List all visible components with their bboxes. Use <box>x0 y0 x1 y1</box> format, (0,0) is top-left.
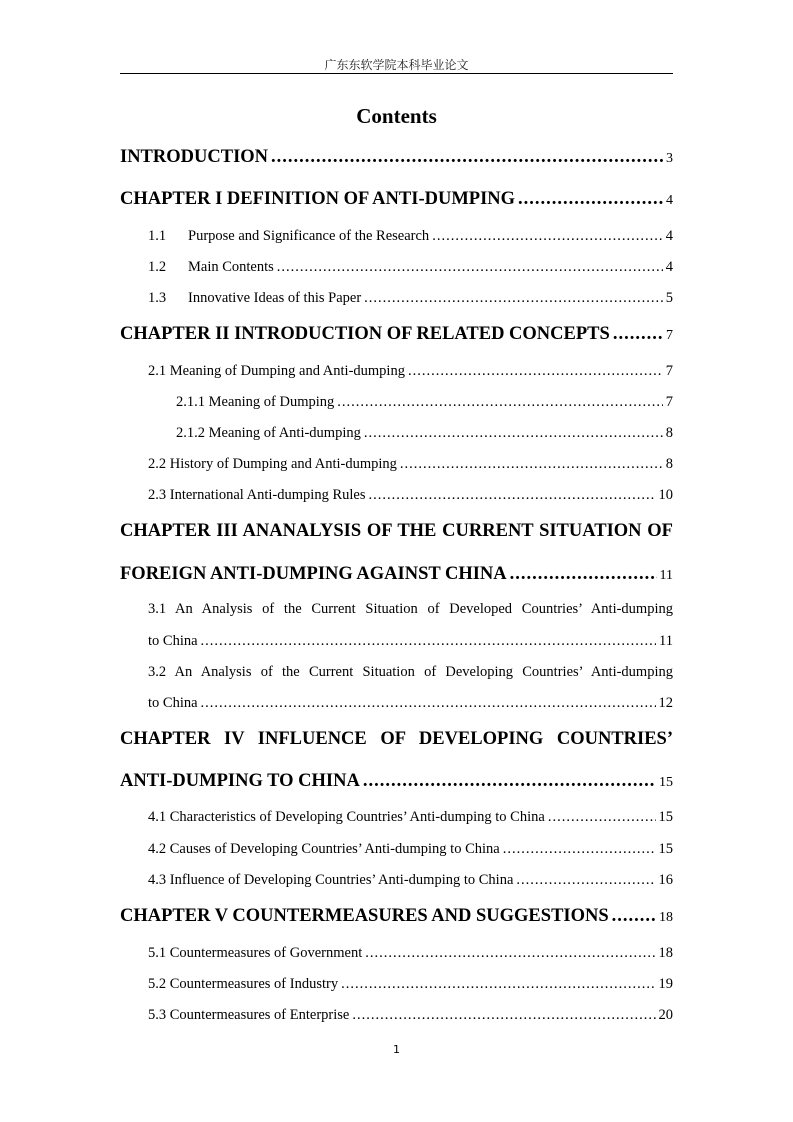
toc-page-number: 4 <box>665 259 673 275</box>
toc-label: Innovative Ideas of this Paper <box>188 290 362 306</box>
toc-label: 2.1.1 Meaning of Dumping <box>176 394 335 410</box>
toc-page-number: 19 <box>658 976 673 992</box>
toc-entry-2-1-1[interactable] <box>176 394 673 411</box>
toc-leader <box>365 945 655 962</box>
toc-entry-5-2[interactable] <box>148 976 673 993</box>
toc-entry-chapter-3[interactable] <box>120 564 673 585</box>
toc-entry-2-1[interactable] <box>148 363 673 380</box>
toc-leader <box>363 771 656 792</box>
toc-leader <box>341 976 655 993</box>
toc-leader <box>400 456 663 473</box>
toc-page-number: 4 <box>665 228 673 244</box>
toc-label: to China <box>148 633 198 649</box>
toc-entry-1-1[interactable] <box>148 228 673 245</box>
toc-page-number: 15 <box>659 775 673 790</box>
toc-label: CHAPTER II INTRODUCTION OF RELATED CONCEPTS <box>120 324 610 344</box>
toc-label: 4.2 Causes of Developing Countries’ Anti-dumping to China <box>148 841 500 857</box>
toc-label: Purpose and Significance of the Research <box>188 228 430 244</box>
toc-page-number: 11 <box>659 633 673 649</box>
toc-label: CHAPTER I DEFINITION OF ANTI-DUMPING <box>120 189 516 209</box>
toc-label: 2.1 Meaning of Dumping and Anti-dumping <box>148 363 405 379</box>
toc-entry-2-2[interactable] <box>148 456 673 473</box>
toc-entry-3-2-line-1[interactable]: 3.2 An Analysis of the Current Situation of Developing Countries’ Anti-dumping <box>148 664 673 680</box>
toc-entry-chapter-1[interactable] <box>120 189 673 210</box>
toc-page-number: 18 <box>658 945 673 961</box>
toc-leader <box>503 841 656 858</box>
toc-label: 4.3 Influence of Developing Countries’ Anti-dumping to China <box>148 872 514 888</box>
toc-leader <box>408 363 663 380</box>
toc-section-number: 1.2 <box>148 259 167 275</box>
toc-leader <box>271 147 663 168</box>
page-title: Contents <box>356 104 437 128</box>
toc-entry-4-2[interactable] <box>148 841 673 858</box>
toc-page-number: 7 <box>666 328 673 343</box>
toc-leader <box>510 564 657 585</box>
toc-page-number: 10 <box>658 487 673 503</box>
toc-label: 5.1 Countermeasures of Government <box>148 945 363 961</box>
toc-label: FOREIGN ANTI-DUMPING AGAINST CHINA <box>120 564 507 584</box>
toc-label: CHAPTER V COUNTERMEASURES AND SUGGESTIONS <box>120 906 609 926</box>
toc-label: 2.3 International Anti-dumping Rules <box>148 487 366 503</box>
running-header: 广东东软学院本科毕业论文 <box>324 58 469 72</box>
toc-entry-chapter-4[interactable] <box>120 771 673 792</box>
toc-page-number: 12 <box>658 695 673 711</box>
toc-leader <box>201 633 656 650</box>
toc-entry-1-3[interactable] <box>148 290 673 307</box>
toc-label: 5.2 Countermeasures of Industry <box>148 976 339 992</box>
toc-leader <box>337 394 662 411</box>
toc-label: INTRODUCTION <box>120 147 269 167</box>
toc-entry-chapter-4-line-1[interactable]: CHAPTER IV INFLUENCE OF DEVELOPING COUNTRIES’ <box>120 729 673 749</box>
toc-page-number: 16 <box>658 872 673 888</box>
toc-entry-2-1-2[interactable] <box>176 425 673 442</box>
toc-page-number: 15 <box>658 809 673 825</box>
toc-leader <box>364 425 663 442</box>
toc-leader <box>516 872 655 889</box>
toc-entry-3-1-line-1[interactable]: 3.1 An Analysis of the Current Situation of Developed Countries’ Anti-dumping <box>148 601 673 617</box>
toc-leader <box>432 228 663 245</box>
toc-page-number: 5 <box>665 290 673 306</box>
toc-page-number: 15 <box>658 841 673 857</box>
toc-entry-chapter-2[interactable] <box>120 324 673 345</box>
toc-entry-introduction[interactable] <box>120 147 673 168</box>
toc-label: 2.1.2 Meaning of Anti-dumping <box>176 425 361 441</box>
toc-page-number: 4 <box>666 193 673 208</box>
toc-label: 4.1 Characteristics of Developing Countries’ Anti-dumping to China <box>148 809 545 825</box>
toc-page-number: 3 <box>666 151 673 166</box>
toc-entry-chapter-3-line-1[interactable]: CHAPTER III ANANALYSIS OF THE CURRENT SITUATION OF <box>120 521 673 541</box>
toc-entry-5-1[interactable] <box>148 945 673 962</box>
toc-leader <box>201 695 656 712</box>
toc-leader <box>277 259 663 276</box>
toc-entry-chapter-5[interactable] <box>120 906 673 927</box>
toc-leader <box>364 290 663 307</box>
toc-section-number: 1.1 <box>148 228 167 244</box>
toc-leader <box>548 809 656 826</box>
toc-page-number: 18 <box>659 910 673 925</box>
toc-page-number: 8 <box>665 425 673 441</box>
toc-entry-5-3[interactable] <box>148 1007 673 1024</box>
toc-section-number: 1.3 <box>148 290 167 306</box>
toc-entry-1-2[interactable] <box>148 259 673 276</box>
toc-page-number: 7 <box>665 363 673 379</box>
toc-page-number: 20 <box>658 1007 673 1023</box>
toc-leader <box>612 906 656 927</box>
toc-entry-2-3[interactable] <box>148 487 673 504</box>
toc-page-number: 11 <box>659 568 673 583</box>
toc-label: to China <box>148 695 198 711</box>
toc-entry-3-2[interactable] <box>148 695 673 712</box>
toc-page-number: 7 <box>665 394 673 410</box>
toc-entry-3-1[interactable] <box>148 633 673 650</box>
toc-entry-4-3[interactable] <box>148 872 673 889</box>
toc-leader <box>368 487 655 504</box>
toc-label: 5.3 Countermeasures of Enterprise <box>148 1007 350 1023</box>
toc-label: Main Contents <box>188 259 274 275</box>
toc-leader <box>352 1007 655 1024</box>
toc-label: 2.2 History of Dumping and Anti-dumping <box>148 456 397 472</box>
page-number-footer: 1 <box>393 1043 400 1056</box>
toc-leader <box>613 324 663 345</box>
toc-entry-4-1[interactable] <box>148 809 673 826</box>
toc-label: ANTI-DUMPING TO CHINA <box>120 771 360 791</box>
toc-page-number: 8 <box>665 456 673 472</box>
header-rule <box>120 73 673 74</box>
toc-leader <box>518 189 663 210</box>
